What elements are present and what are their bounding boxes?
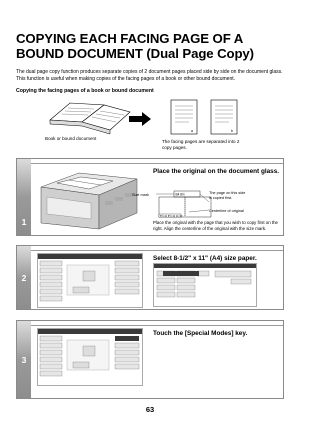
step-1-box — [16, 158, 284, 236]
svg-text:8½×11 8½×14 11×17: 8½×11 8½×14 11×17 — [160, 214, 183, 218]
step-heading: Place the original on the document glass. — [153, 168, 280, 175]
step-number: 1 — [21, 217, 27, 227]
step-heading: Touch the [Special Modes] key. — [153, 330, 248, 337]
touch-panel-screenshot — [37, 253, 143, 308]
step-2-box — [16, 245, 284, 310]
section-subheading: Copying the facing pages of a book or bound document — [16, 88, 154, 94]
centerline-label: Centerline of original — [209, 209, 244, 213]
step-number: 2 — [21, 273, 27, 283]
pages-caption: The facing pages are separated into 2 copy pages. — [162, 139, 240, 150]
touch-panel-screenshot — [37, 328, 143, 386]
intro-paragraph: The dual page copy function produces separate copies of 2 document pages placed side by side on the document glass. This function is useful when making copies of the facing pages of a book or other bound document. — [16, 69, 283, 83]
svg-text:b: b — [231, 129, 233, 133]
step-heading: Select 8-1/2" x 11" (A4) size paper. — [153, 255, 257, 262]
step-3-box — [16, 320, 284, 399]
arrow-right-icon — [128, 111, 152, 127]
svg-text:a: a — [191, 129, 193, 133]
paper-select-screenshot — [153, 263, 257, 307]
separated-pages-illustration — [161, 98, 245, 138]
page-copied-first-label: The page on this side is copied first. — [209, 191, 246, 200]
step-number: 3 — [21, 355, 27, 365]
copier-glass-illustration — [39, 169, 139, 231]
book-caption: Book or bound document — [45, 136, 97, 141]
svg-text:B4 8½: B4 8½ — [175, 192, 185, 197]
page-number: 63 — [145, 405, 155, 414]
size-mark-label: Size mark — [132, 193, 149, 197]
step-body: Place the original with the page that you wish to copy first on the right. Align the centerline of the original with the size mark. — [153, 220, 278, 231]
page-title: COPYING EACH FACING PAGE OF A BOUND DOCUMENT (Dual Page Copy) — [16, 31, 254, 61]
